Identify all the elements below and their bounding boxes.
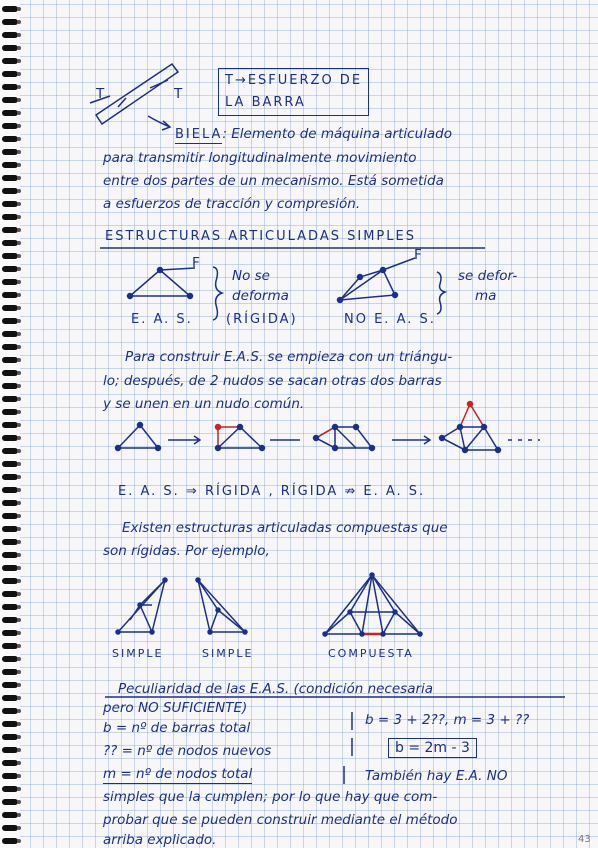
simple-label-2: SIMPLE <box>202 647 254 660</box>
prop-line-3: b = nº de barras total <box>103 720 251 736</box>
prop-line-4: ?? = nº de nodos nuevos <box>103 743 272 759</box>
build-line-1: Para construir E.A.S. se empieza con un triángu- <box>125 349 453 365</box>
rule-line: E. A. S. ⇒ RÍGIDA , RÍGIDA ⇏ E. A. S. <box>118 484 426 499</box>
simple-structure-1 <box>116 578 167 634</box>
formula-1: b = 3 + 2??, m = 3 + ?? <box>365 712 530 728</box>
prop-line-9: arriba explicado. <box>103 832 217 848</box>
compound-line-2: son rígidas. Por ejemplo, <box>103 543 270 559</box>
se-deforma-2: ma <box>475 288 497 304</box>
title-line-1: T→ESFUERZO DE <box>225 73 363 88</box>
no-se-deforma-1: No se <box>232 268 270 284</box>
simple-structure-2 <box>196 578 247 634</box>
pointer-arrow <box>148 116 170 130</box>
biela-line-3: entre dos partes de un mecanismo. Está sometida <box>103 173 444 189</box>
prop-line-1: Peculiaridad de las E.A.S. (condición necesaria <box>118 681 434 697</box>
no-eas-diagram <box>338 258 446 314</box>
no-eas-label: NO E. A. S. <box>344 312 436 327</box>
prop-line-7: simples que la cumplen; por lo que hay que com- <box>103 789 438 805</box>
eas-label: E. A. S. <box>131 312 193 327</box>
heading-eas: ESTRUCTURAS ARTICULADAS SIMPLES <box>105 229 416 244</box>
biela-line-4: a esfuerzos de tracción y compresión. <box>103 196 361 212</box>
biela-line-1 <box>175 126 452 143</box>
prop-line-6: También hay E.A. NO <box>365 768 508 784</box>
compuesta-label: COMPUESTA <box>328 647 414 660</box>
biela-def-1: : Elemento de máquina articulado <box>222 126 452 142</box>
title-box <box>218 68 369 116</box>
compound-line-1: Existen estructuras articuladas compuestas que <box>122 520 448 536</box>
force-label-1: F <box>192 255 200 271</box>
biela-term: BIELA <box>175 127 223 142</box>
build-line-2: lo; después, de 2 nudos se sacan otras dos barras <box>103 373 442 389</box>
se-deforma-1: se defor- <box>458 268 518 284</box>
biela-line-2: para transmitir longitudinalmente movimiento <box>103 150 417 166</box>
build-line-3: y se unen en un nudo común. <box>103 396 305 412</box>
prop-line-8: probar que se pueden construir mediante el método <box>103 812 458 828</box>
compound-structure <box>323 573 422 636</box>
sketch-t-right: T <box>174 86 183 102</box>
formula-boxed: b = 2m - 3 <box>388 738 477 758</box>
sketch-t-left: T <box>96 86 105 102</box>
no-se-deforma-2: deforma <box>232 288 289 304</box>
simple-label-1: SIMPLE <box>112 647 164 660</box>
prop-line-5: m = nº de nodos total <box>103 766 253 782</box>
page-number: 43 <box>578 834 591 845</box>
prop-line-2: pero NO SUFICIENTE) <box>103 700 248 716</box>
force-label-2: F <box>414 247 422 263</box>
rigida-label: (RÍGIDA) <box>226 312 298 327</box>
title-line-2: LA BARRA <box>225 95 306 110</box>
